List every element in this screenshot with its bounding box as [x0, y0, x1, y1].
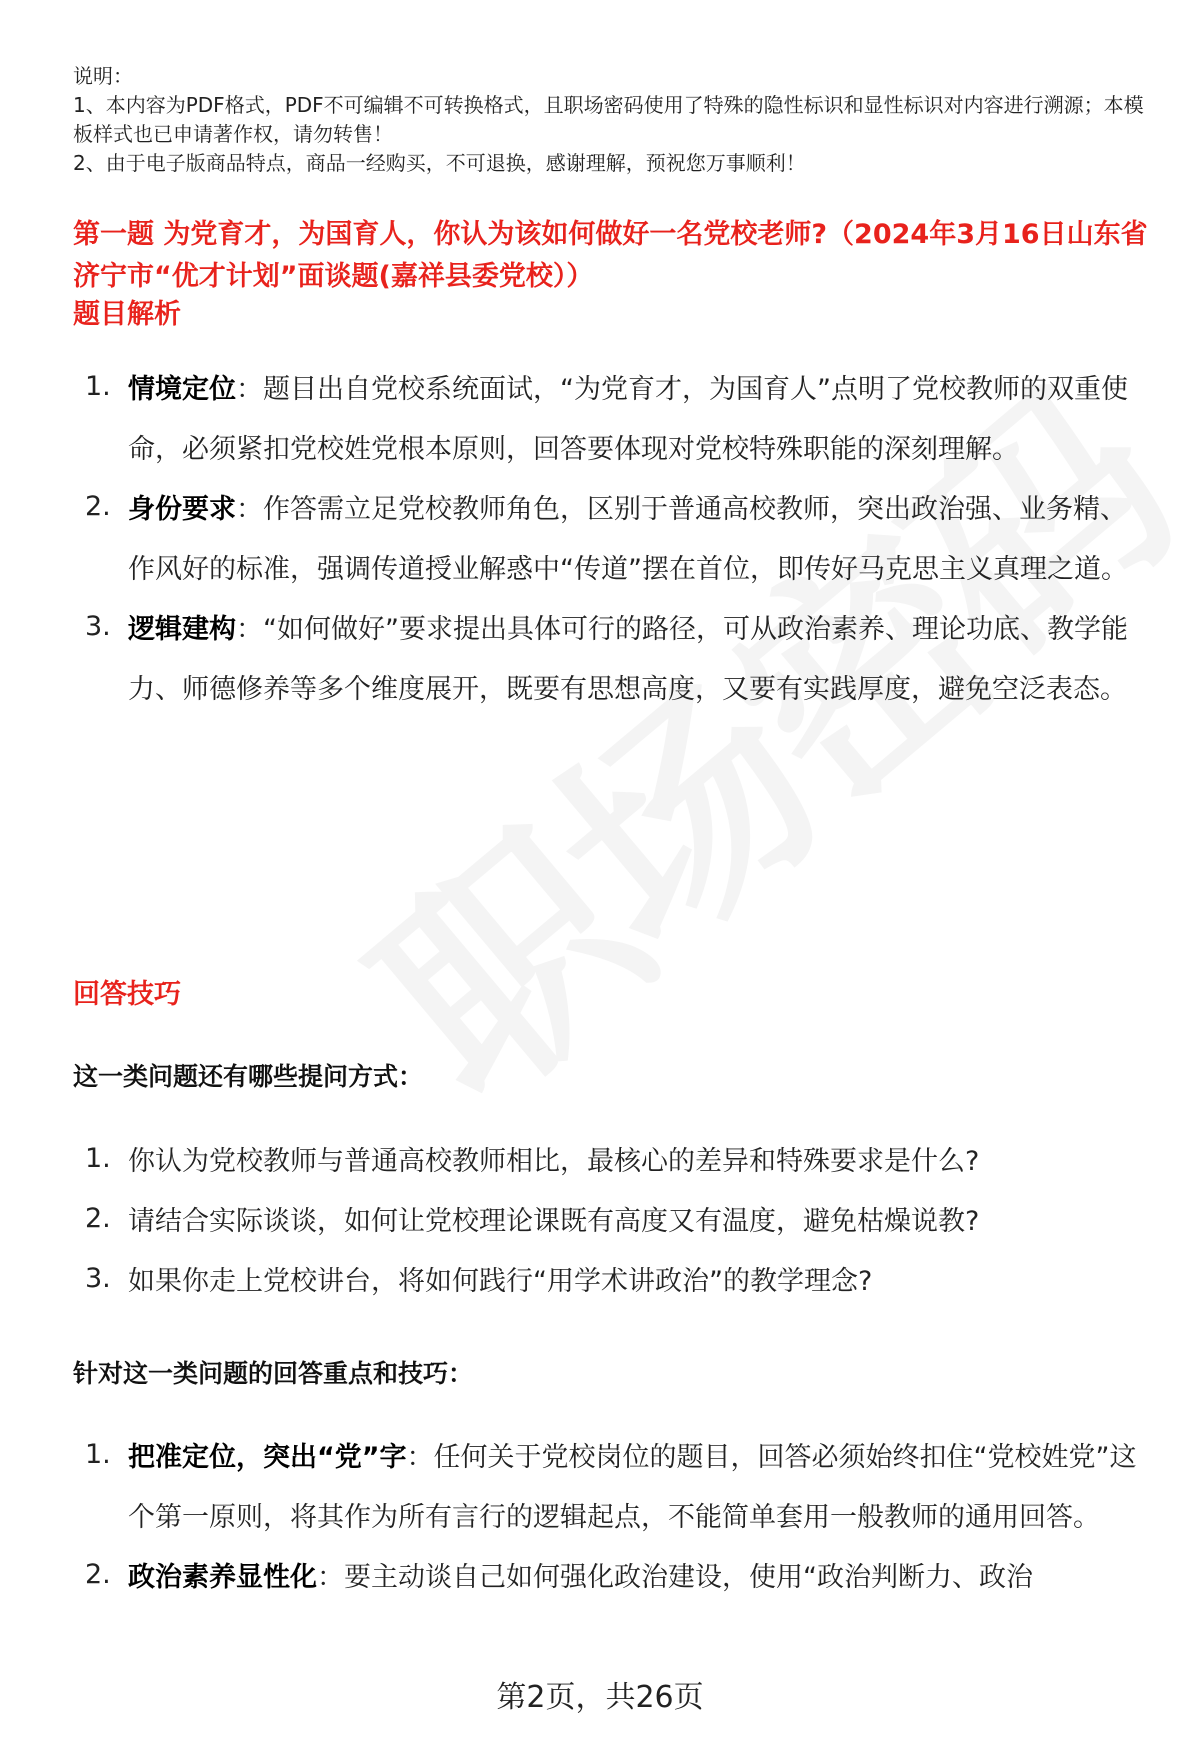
- item-label: 政治素养显性化: [128, 1562, 317, 1593]
- item-number: 2.: [85, 1203, 111, 1234]
- item-text: [128, 600, 1143, 720]
- item-body: ：题目出自党校系统面试，“为党育才，为国育人”点明了党校教师的双重使命，必须紧扣党校姓党根本原则，回答要体现对党校特殊职能的深刻理解。: [128, 374, 1128, 465]
- list-item: [0, 1428, 1200, 1548]
- list-item: [0, 1548, 1200, 1608]
- item-label: 逻辑建构: [128, 614, 236, 645]
- item-body: ：“如何做好”要求提出具体可行的路径，可从政治素养、理论功底、教学能力、师德修养等多个维度展开，既要有思想高度，又要有实践厚度，避免空泛表态。: [128, 614, 1128, 705]
- item-body: ：作答需立足党校教师角色，区别于普通高校教师，突出政治强、业务精、作风好的标准，强调传道授业解惑中“传道”摆在首位，即传好马克思主义真理之道。: [128, 494, 1128, 585]
- item-text: [128, 480, 1143, 600]
- list-item: [0, 600, 1200, 720]
- list-item: [0, 480, 1200, 600]
- item-text: 你认为党校教师与普通高校教师相比，最核心的差异和特殊要求是什么?: [128, 1146, 980, 1177]
- item-body: ：任何关于党校岗位的题目，回答必须始终扣住“党校姓党”这个第一原则，将其作为所有言行的逻辑起点，不能简单套用一般教师的通用回答。: [128, 1442, 1137, 1533]
- item-number: 2.: [85, 491, 111, 522]
- item-label: 把准定位，突出“党”字: [128, 1442, 407, 1473]
- list-item: [0, 1192, 1200, 1252]
- skills-heading: 回答技巧: [73, 979, 181, 1010]
- notice-line: 2、由于电子版商品特点，商品一经购买，不可退换，感谢理解，预祝您万事顺利！: [73, 151, 806, 175]
- key-points-heading: 针对这一类问题的回答重点和技巧：: [73, 1359, 474, 1388]
- notice-line: 1、本内容为PDF格式，PDF不可编辑不可转换格式，且职场密码使用了特殊的隐性标识和显性标识对内容进行溯源；本模板样式也已申请著作权，请勿转售！: [73, 93, 1144, 146]
- item-text: [128, 360, 1143, 480]
- item-label: 情境定位: [128, 374, 236, 405]
- item-text: [128, 1428, 1143, 1548]
- item-text: [128, 1548, 1143, 1608]
- item-text: 如果你走上党校讲台，将如何践行“用学术讲政治”的教学理念?: [128, 1266, 873, 1297]
- other-ways-heading: 这一类问题还有哪些提问方式：: [73, 1062, 424, 1091]
- item-text: 请结合实际谈谈，如何让党校理论课既有高度又有温度，避免枯燥说教?: [128, 1206, 980, 1237]
- item-number: 3.: [85, 611, 111, 642]
- notice-block: [73, 62, 1163, 178]
- item-number: 1.: [85, 371, 111, 402]
- item-number: 1.: [85, 1143, 111, 1174]
- other-ways-list: [0, 1132, 1200, 1312]
- question-title: 第一题 为党育才，为国育人，你认为该如何做好一名党校老师?（2024年3月16日山东省济宁市“优才计划”面谈题(嘉祥县委党校））: [73, 219, 1148, 292]
- analysis-heading: 题目解析: [73, 299, 181, 330]
- item-number: 2.: [85, 1559, 111, 1590]
- list-item: [0, 360, 1200, 480]
- page-footer: 第2页，共26页: [496, 1680, 704, 1715]
- item-number: 1.: [85, 1439, 111, 1470]
- notice-line: 说明：: [73, 64, 133, 88]
- item-number: 3.: [85, 1263, 111, 1294]
- item-body: ：要主动谈自己如何强化政治建设，使用“政治判断力、政治: [317, 1562, 1033, 1593]
- list-item: [0, 1132, 1200, 1192]
- analysis-list: [0, 360, 1200, 720]
- item-label: 身份要求: [128, 494, 236, 525]
- key-points-list: [0, 1428, 1200, 1608]
- list-item: [0, 1252, 1200, 1312]
